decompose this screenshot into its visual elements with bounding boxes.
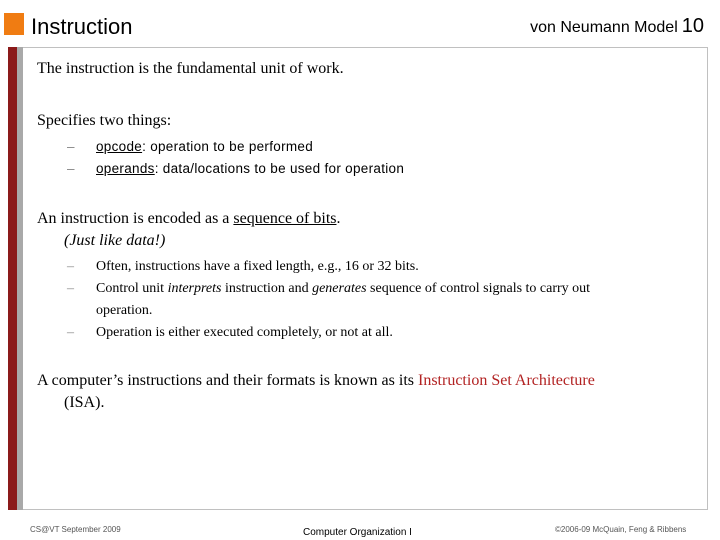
atomic-text: Operation is either executed completely, or not at all. [96,325,393,340]
isa-highlight: Instruction Set Architecture [418,372,595,389]
dash-bullet: – [67,281,74,296]
paragraph-encoding [37,208,340,252]
slide-title: Instruction [31,14,133,39]
control-unit-text: instruction and [221,281,313,296]
frame-bottom-rule [23,509,708,510]
paragraph-fundamental-unit: The instruction is the fundamental unit of work. [37,60,344,77]
term-opcode: opcode [96,139,143,154]
dash-bullet: – [67,325,74,340]
control-unit-text-wrap: operation. [96,303,153,318]
sidebar-red-bar [8,47,17,510]
list-item-control-unit [37,278,697,322]
fixed-length-text: Often, instructions have a fixed length, e.g., 16 or 32 bits. [96,259,419,274]
term-operands: operands [96,161,155,176]
control-unit-text: Control unit [96,281,168,296]
sidebar-gray-bar [17,47,23,510]
encoding-line [37,208,340,230]
list-item-fixed-length [37,256,697,278]
footer-date: CS@VT September 2009 [30,525,121,534]
slide-header-right [530,15,704,38]
slide-number: 10 [681,15,704,37]
list-item-opcode [37,136,697,158]
list-item-atomic [37,322,697,344]
control-unit-text: sequence of control signals to carry out [366,281,591,296]
footer-course: Computer Organization I [303,527,412,538]
isa-prefix: A computer’s instructions and their formats is known as its [37,372,418,389]
paragraph-specifies: Specifies two things: [37,112,172,129]
encoding-suffix: . [336,210,341,227]
encoding-prefix: An instruction is encoded as a [37,210,234,227]
footer-copyright: ©2006-09 McQuain, Feng & Ribbens [555,525,687,534]
list-item-operands [37,158,697,180]
sequence-of-bits-link[interactable]: sequence of bits [233,210,337,227]
isa-abbrev: (ISA). [64,394,105,411]
list-two-things [37,136,697,180]
paragraph-isa [37,370,595,414]
isa-line [37,370,595,392]
frame-right-rule [707,47,708,510]
generates-emphasis: generates [312,281,367,296]
desc-operands: : data/locations to be used for operation [154,161,405,176]
orange-accent-square [4,13,24,35]
desc-opcode: : operation to be performed [142,139,314,154]
just-like-data: (Just like data!) [64,232,166,249]
interprets-emphasis: interprets [167,281,222,296]
dash-bullet: – [67,259,74,274]
dash-bullet: – [67,161,75,176]
frame-top-rule [23,47,708,48]
list-encoding-details [37,256,697,344]
chapter-title: von Neumann Model [530,19,678,36]
dash-bullet: – [67,139,75,154]
